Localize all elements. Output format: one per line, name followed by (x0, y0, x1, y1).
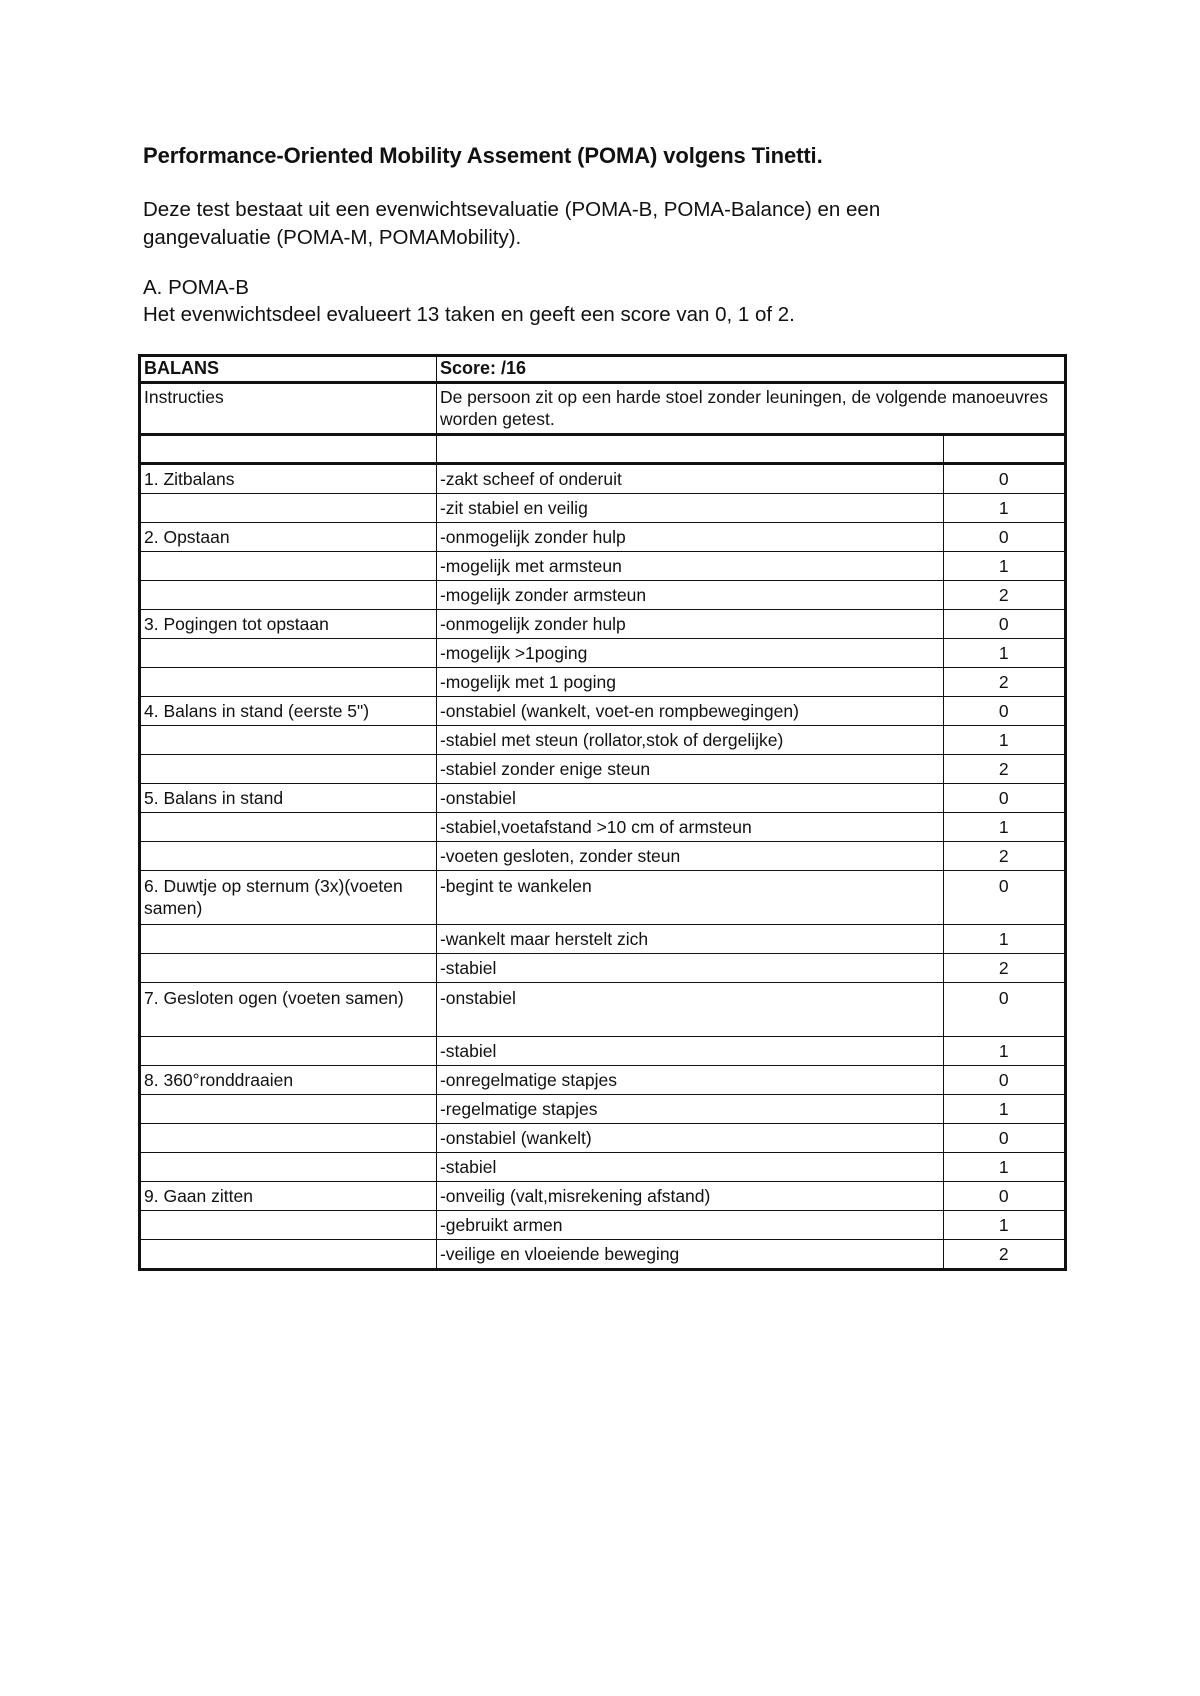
table-row (140, 1124, 1066, 1153)
row-score: 1 (943, 1037, 1065, 1066)
row-desc: -gebruikt armen (436, 1211, 943, 1240)
row-desc: -veilige en vloeiende beweging (436, 1240, 943, 1270)
blank-cell (140, 435, 437, 464)
row-score: 0 (943, 523, 1065, 552)
table-row (140, 755, 1066, 784)
row-task (140, 639, 437, 668)
table-row (140, 983, 1066, 1037)
row-task (140, 1211, 437, 1240)
row-desc: -onmogelijk zonder hulp (436, 610, 943, 639)
row-task (140, 842, 437, 871)
row-score: 2 (943, 755, 1065, 784)
table-row (140, 925, 1066, 954)
row-task: 7. Gesloten ogen (voeten samen) (140, 983, 437, 1037)
row-score: 0 (943, 1066, 1065, 1095)
row-score: 1 (943, 494, 1065, 523)
section-description: Het evenwichtsdeel evalueert 13 taken en geeft een score van 0, 1 of 2. (143, 303, 795, 326)
table-row (140, 784, 1066, 813)
row-score: 1 (943, 1153, 1065, 1182)
row-task: 4. Balans in stand (eerste 5") (140, 697, 437, 726)
table-row (140, 1066, 1066, 1095)
table-row (140, 1211, 1066, 1240)
table-row (140, 813, 1066, 842)
blank-cell (943, 435, 1065, 464)
balance-score-table (138, 354, 1067, 1271)
row-task: 3. Pogingen tot opstaan (140, 610, 437, 639)
row-score: 0 (943, 1124, 1065, 1153)
row-task (140, 581, 437, 610)
row-desc: -onmogelijk zonder hulp (436, 523, 943, 552)
row-desc: -stabiel zonder enige steun (436, 755, 943, 784)
row-task (140, 726, 437, 755)
row-score: 1 (943, 1211, 1065, 1240)
intro-line-1: Deze test bestaat uit een evenwichtsevaluatie (POMA-B, POMA-Balance) en een (143, 198, 881, 221)
row-score: 1 (943, 552, 1065, 581)
row-desc: -begint te wankelen (436, 871, 943, 925)
row-desc: -onveilig (valt,misrekening afstand) (436, 1182, 943, 1211)
row-desc: -wankelt maar herstelt zich (436, 925, 943, 954)
table-row (140, 1095, 1066, 1124)
row-desc: -onstabiel (436, 983, 943, 1037)
row-task (140, 668, 437, 697)
row-score: 0 (943, 784, 1065, 813)
row-score: 0 (943, 1182, 1065, 1211)
table-row (140, 842, 1066, 871)
row-desc: -voeten gesloten, zonder steun (436, 842, 943, 871)
row-task (140, 1240, 437, 1270)
table-row (140, 697, 1066, 726)
row-desc: -mogelijk met 1 poging (436, 668, 943, 697)
row-desc: -onregelmatige stapjes (436, 1066, 943, 1095)
instructions-row (140, 383, 1066, 435)
blank-row (140, 435, 1066, 464)
row-task (140, 755, 437, 784)
page-title: Performance-Oriented Mobility Assement (POMA) volgens Tinetti. (143, 143, 823, 168)
row-task (140, 1037, 437, 1066)
row-task (140, 494, 437, 523)
row-desc: -stabiel,voetafstand >10 cm of armsteun (436, 813, 943, 842)
row-task: 1. Zitbalans (140, 464, 437, 494)
row-desc: -zakt scheef of onderuit (436, 464, 943, 494)
row-score: 0 (943, 871, 1065, 925)
row-score: 1 (943, 639, 1065, 668)
table-row (140, 464, 1066, 494)
table-header-row (140, 356, 1066, 383)
row-score: 1 (943, 726, 1065, 755)
header-score: Score: /16 (436, 356, 1065, 383)
table-row (140, 1153, 1066, 1182)
row-task: 8. 360°ronddraaien (140, 1066, 437, 1095)
row-score: 0 (943, 983, 1065, 1037)
row-desc: -zit stabiel en veilig (436, 494, 943, 523)
row-score: 2 (943, 954, 1065, 983)
blank-cell (436, 435, 943, 464)
row-task (140, 925, 437, 954)
row-desc: -onstabiel (436, 784, 943, 813)
row-task (140, 1124, 437, 1153)
row-task (140, 552, 437, 581)
row-score: 0 (943, 697, 1065, 726)
table-row (140, 1240, 1066, 1270)
row-score: 2 (943, 1240, 1065, 1270)
row-desc: -mogelijk met armsteun (436, 552, 943, 581)
row-task (140, 954, 437, 983)
intro-paragraph (143, 196, 1043, 252)
instructions-text: De persoon zit op een harde stoel zonder leuningen, de volgende manoeuvres worden getest. (436, 383, 1065, 435)
row-desc: -stabiel met steun (rollator,stok of dergelijke) (436, 726, 943, 755)
row-score: 1 (943, 813, 1065, 842)
table-row (140, 552, 1066, 581)
row-desc: -regelmatige stapjes (436, 1095, 943, 1124)
row-score: 2 (943, 668, 1065, 697)
row-score: 1 (943, 1095, 1065, 1124)
row-score: 2 (943, 842, 1065, 871)
table-row (140, 1182, 1066, 1211)
row-desc: -stabiel (436, 1037, 943, 1066)
row-task: 6. Duwtje op sternum (3x)(voeten samen) (140, 871, 437, 925)
table-row (140, 523, 1066, 552)
row-desc: -stabiel (436, 1153, 943, 1182)
row-score: 2 (943, 581, 1065, 610)
table-row (140, 581, 1066, 610)
row-task: 5. Balans in stand (140, 784, 437, 813)
row-score: 0 (943, 610, 1065, 639)
row-desc: -onstabiel (wankelt, voet-en rompbewegingen) (436, 697, 943, 726)
table-row (140, 668, 1066, 697)
row-desc: -onstabiel (wankelt) (436, 1124, 943, 1153)
instructions-label: Instructies (140, 383, 437, 435)
section-heading: A. POMA-B (143, 276, 249, 299)
header-balans: BALANS (140, 356, 437, 383)
row-task: 2. Opstaan (140, 523, 437, 552)
table-row (140, 610, 1066, 639)
section-poma-b (143, 274, 1043, 328)
row-desc: -mogelijk zonder armsteun (436, 581, 943, 610)
table-row (140, 726, 1066, 755)
table-row (140, 1037, 1066, 1066)
row-score: 0 (943, 464, 1065, 494)
row-desc: -stabiel (436, 954, 943, 983)
table-row (140, 494, 1066, 523)
row-task (140, 813, 437, 842)
row-task: 9. Gaan zitten (140, 1182, 437, 1211)
row-task (140, 1095, 437, 1124)
table-row (140, 639, 1066, 668)
intro-line-2: gangevaluatie (POMA-M, POMAMobility). (143, 226, 522, 249)
row-task (140, 1153, 437, 1182)
table-row (140, 954, 1066, 983)
row-score: 1 (943, 925, 1065, 954)
row-desc: -mogelijk >1poging (436, 639, 943, 668)
table-row (140, 871, 1066, 925)
